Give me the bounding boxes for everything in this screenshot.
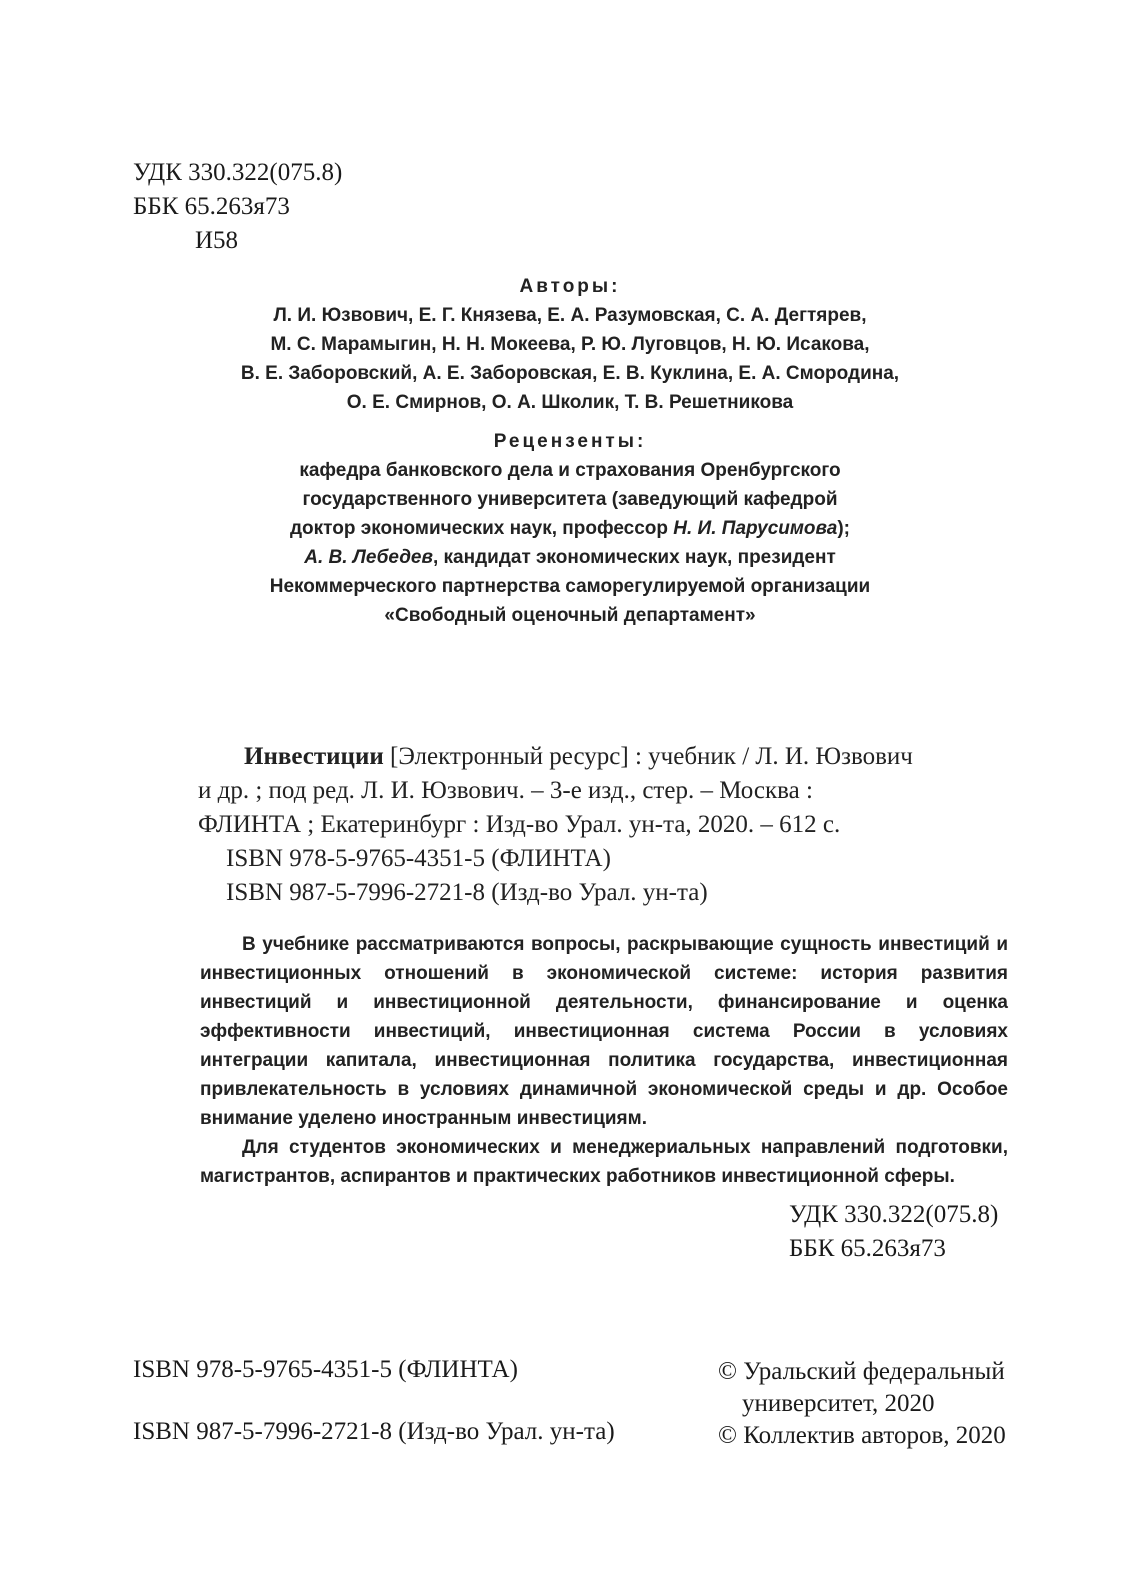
reviewers-line bbox=[160, 543, 980, 572]
reviewers-heading: Рецензенты: bbox=[493, 431, 647, 452]
copyright-block bbox=[718, 1356, 1006, 1452]
authors-line: О. Е. Смирнов, О. А. Школик, Т. В. Решетникова bbox=[346, 392, 794, 413]
authors-line: В. Е. Заборовский, А. Е. Заборовская, Е. В. Куклина, Е. А. Смородина, bbox=[240, 363, 900, 384]
reviewers-line: «Свободный оценочный департамент» bbox=[384, 605, 756, 626]
bibliographic-record bbox=[198, 740, 998, 910]
authors-line: Л. И. Юзвович, Е. Г. Князева, Е. А. Разумовская, С. А. Дегтярев, bbox=[273, 305, 867, 326]
reviewers-block bbox=[160, 427, 980, 630]
author-mark-code: И58 bbox=[195, 227, 239, 254]
book-title: Инвестиции bbox=[244, 743, 384, 770]
bbk-code: ББК 65.263я73 bbox=[133, 193, 290, 220]
biblio-line: и др. ; под ред. Л. И. Юзвович. – 3-е изд., стер. – Москва : bbox=[198, 777, 813, 804]
abstract-paragraph: В учебнике рассматриваются вопросы, раскрывающие сущность инвестиций и инвестиционных отношений в экономической системе: история развития инвестиций и инвестиционной деятельности, финансирование и оценка эффективности инвестиций, инвестиционная система России в условиях интеграции капитала, инвестиционная политика государства, инвестиционная привлекательность в условиях динамичной экономической среды и др. Особое внимание уделено иностранным инвестициям. bbox=[200, 934, 1008, 1129]
reviewers-line: государственного университета (заведующий кафедрой bbox=[302, 489, 838, 510]
copyright-line: © Уральский федеральный bbox=[718, 1358, 1005, 1385]
biblio-line bbox=[198, 740, 998, 774]
udk-code: УДК 330.322(075.8) bbox=[133, 159, 343, 186]
bbk-code: ББК 65.263я73 bbox=[789, 1235, 946, 1262]
biblio-text: [Электронный ресурс] : учебник / Л. И. Юзвович bbox=[383, 743, 913, 770]
reviewers-line bbox=[160, 514, 980, 543]
copyright-line: университет, 2020 bbox=[742, 1390, 935, 1417]
abstract-block bbox=[200, 930, 1008, 1191]
isbn-line: ISBN 987-5-7996-2721-8 (Изд-во Урал. ун-та) bbox=[226, 879, 708, 906]
authors-line: М. С. Марамыгин, Н. Н. Мокеева, Р. Ю. Луговцов, Н. Ю. Исакова, bbox=[270, 334, 870, 355]
reviewers-line: Некоммерческого партнерства саморегулируемой организации bbox=[269, 576, 871, 597]
isbn-line: ISBN 978-5-9765-4351-5 (ФЛИНТА) bbox=[226, 845, 611, 872]
classification-header bbox=[133, 156, 342, 258]
reviewers-text: доктор экономических наук, профессор bbox=[290, 518, 674, 539]
authors-heading: Авторы: bbox=[519, 276, 621, 297]
udk-code: УДК 330.322(075.8) bbox=[789, 1201, 999, 1228]
reviewers-line: кафедра банковского дела и страхования Оренбургского bbox=[299, 460, 841, 481]
reviewer-name: А. В. Лебедев bbox=[304, 547, 433, 568]
reviewers-text: , кандидат экономических наук, президент bbox=[432, 547, 836, 568]
reviewers-text: ); bbox=[837, 518, 850, 539]
classification-footer bbox=[789, 1198, 998, 1266]
authors-block bbox=[160, 272, 980, 417]
biblio-line: ФЛИНТА ; Екатеринбург : Изд-во Урал. ун-та, 2020. – 612 с. bbox=[198, 811, 841, 838]
copyright-line: © Коллектив авторов, 2020 bbox=[718, 1422, 1006, 1449]
imprint-isbn: ISBN 987-5-7996-2721-8 (Изд-во Урал. ун-та) bbox=[133, 1418, 615, 1445]
reviewer-name: Н. И. Парусимова bbox=[673, 518, 838, 539]
imprint-isbn: ISBN 978-5-9765-4351-5 (ФЛИНТА) bbox=[133, 1356, 518, 1383]
audience-paragraph: Для студентов экономических и менеджериальных направлений подготовки, магистрантов, аспирантов и практических работников инвестиционной сферы. bbox=[200, 1137, 1008, 1187]
